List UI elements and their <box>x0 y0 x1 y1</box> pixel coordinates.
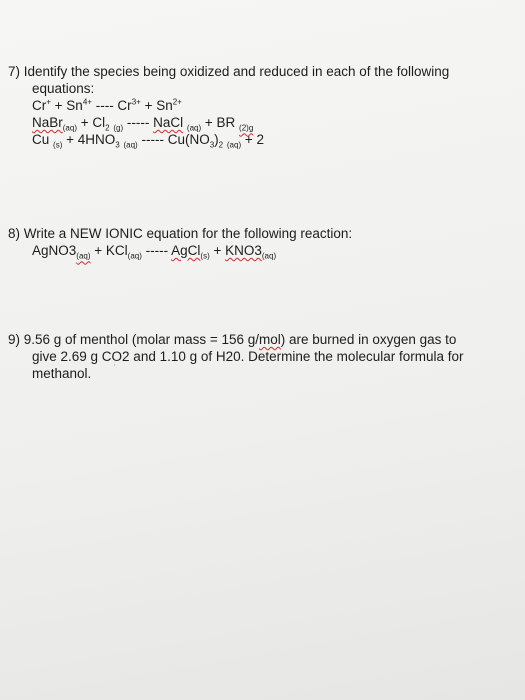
q9-line1: 9) 9.56 g of menthol (molar mass = 156 g/mol) are burned in oxygen gas to <box>8 332 457 347</box>
q9-line3: methanol. <box>32 366 92 381</box>
q9-line2: give 2.69 g CO2 and 1.10 g of H20. Determine the molecular formula for <box>32 349 464 364</box>
q8-equation: $AgNO3_{(aq)} + KCl_{(aq)}$ ----- AgCl$_{(s)}$ + $KNO3_{(aq)}$ <box>32 243 277 261</box>
q8-prompt: 8) Write a NEW IONIC equation for the following reaction: <box>8 226 353 241</box>
question-8 <box>8 225 518 259</box>
q7-equation-3: Cu $_{(s)} + 4HNO_3$ $_{(aq)}$ ----- $Cu(NO_3)_2$ $_{(aq)}$ + 2 <box>32 132 265 150</box>
question-7 <box>8 63 518 148</box>
q7-prompt-line1: 7) Identify the species being oxidized and reduced in each of the following <box>8 64 450 79</box>
q7-prompt-line2: equations: <box>32 81 95 96</box>
stray-mark: ' <box>114 363 116 372</box>
q7-equation-1: $Cr^+ + Sn^{4+}$ ---- $Cr^{3+} + Sn^{2+}$ <box>32 97 182 113</box>
question-9 <box>8 331 518 382</box>
q7-equation-2: NaBr$_{(aq)}$ + $Cl_2$ $_{(g)}$ ----- NaCl $_{(aq)}$ + BR $_{(2)g}$ <box>32 115 254 133</box>
